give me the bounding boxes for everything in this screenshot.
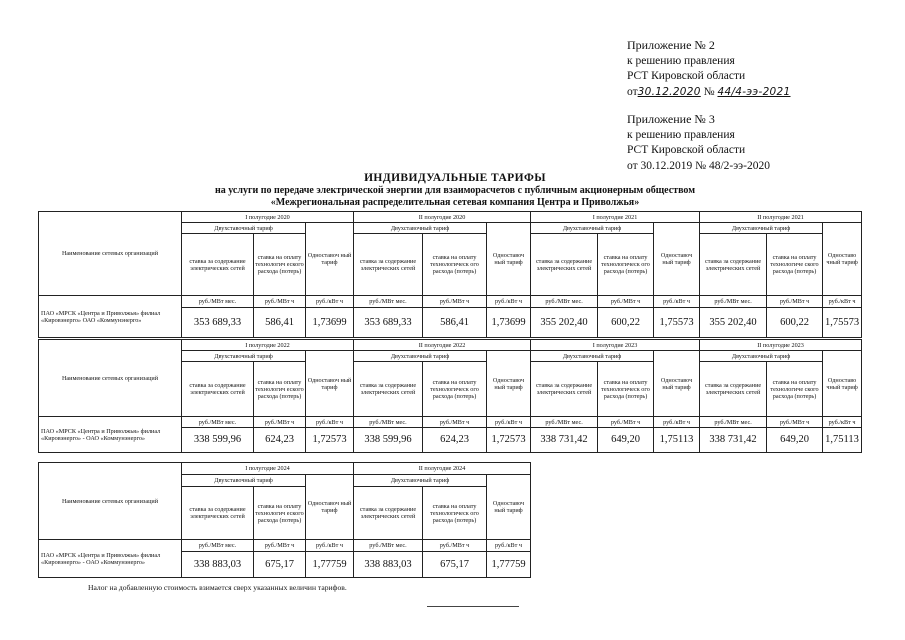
single-rate-header: Одноставоч ный тариф [306,223,354,296]
appendix-2-line3: РСТ Кировской области [627,70,746,82]
maintenance-rate-header: ставка за содержание электрических сетей [354,234,423,296]
unit: руб./МВт ч [767,296,823,308]
tariff-value: 1,75573 [823,308,862,338]
two-part-tariff-header: Двухставочный тариф [354,223,487,234]
two-part-tariff-header: Двухставочный тариф [182,351,306,362]
period-header: II полугодие 2020 [354,212,531,223]
period-header: II полугодие 2021 [700,212,862,223]
tariff-value: 1,75113 [823,428,862,453]
single-rate-header: Одноставоч ный тариф [654,223,700,296]
unit: руб./МВт ч [423,540,487,552]
unit: руб./МВт ч [254,417,306,428]
tariff-table-2024 [38,462,531,578]
period-header: II полугодие 2022 [354,340,531,351]
period-header: II полугодие 2024 [354,463,531,475]
appendix-2-block [627,38,791,100]
tariff-value: 624,23 [423,428,487,453]
losses-rate-header: ставка на оплату технологич еского расхода (потерь) [254,234,306,296]
appendix-2-number: 44/4-ээ-2021 [717,85,791,98]
unit: руб./МВт ч [254,296,306,308]
unit: руб./МВт мес. [182,540,254,552]
two-part-tariff-header: Двухставочный тариф [182,223,306,234]
losses-rate-header: ставка на оплату технологическ ого расхода (потерь) [423,362,487,417]
unit: руб./кВт ч [823,296,862,308]
tariff-value: 1,75113 [654,428,700,453]
two-part-tariff-header: Двухставочный тариф [182,475,306,487]
unit: руб./кВт ч [654,296,700,308]
losses-rate-header: ставка на оплату технологиче ского расхода (потерь) [767,362,823,417]
appendix-2-line2: к решению правления [627,54,735,67]
two-part-tariff-header: Двухставочный тариф [531,351,654,362]
losses-rate-header: ставка на оплату технологич еского расхода (потерь) [254,362,306,417]
tariff-value: 355 202,40 [700,308,767,338]
maintenance-rate-header: ставка за содержание электрических сетей [354,487,423,540]
tariff-table-2020-2021 [38,211,862,338]
losses-rate-header: ставка на оплату технологич еского расхода (потерь) [254,487,306,540]
period-header: I полугодие 2022 [182,340,354,351]
tariff-value: 338 731,42 [700,428,767,453]
tariff-value: 600,22 [767,308,823,338]
unit: руб./кВт ч [306,417,354,428]
tariff-table-2022-2023 [38,339,862,453]
period-header: I полугодие 2020 [182,212,354,223]
tariff-value: 338 731,42 [531,428,598,453]
appendix-2-line4 [627,85,791,101]
two-part-tariff-header: Двухставочный тариф [700,351,823,362]
tariff-value: 1,72573 [487,428,531,453]
tariff-value: 649,20 [598,428,654,453]
tariff-value: 1,77759 [487,552,531,578]
org-header: Наименование сетевых организаций [39,463,182,540]
maintenance-rate-header: ставка за содержание электрических сетей [700,362,767,417]
losses-rate-header: ставка на оплату технологическ ого расхода (потерь) [598,362,654,417]
unit: руб./МВт ч [423,417,487,428]
maintenance-rate-header: ставка за содержание электрических сетей [182,487,254,540]
maintenance-rate-header: ставка за содержание электрических сетей [531,234,598,296]
period-header: I полугодие 2021 [531,212,700,223]
maintenance-rate-header: ставка за содержание электрических сетей [354,362,423,417]
unit: руб./кВт ч [306,540,354,552]
appendix-3-line2: к решению правления [627,128,735,141]
losses-rate-header: ставка на оплату технологическ ого расхода (потерь) [598,234,654,296]
single-rate-header: Одноставоч ный тариф [487,475,531,540]
appendix-3-line4: от 30.12.2019 № 48/2-ээ-2020 [627,159,770,172]
single-rate-header: Одноставоч ный тариф [487,223,531,296]
period-header: II полугодие 2023 [700,340,862,351]
tariff-value: 649,20 [767,428,823,453]
unit: руб./МВт мес. [531,417,598,428]
tariff-value: 675,17 [423,552,487,578]
org-header: Наименование сетевых организаций [39,212,182,296]
unit: руб./МВт мес. [531,296,598,308]
single-rate-header: Одноставоч ный тариф [306,351,354,417]
single-rate-header: Одноставоч ный тариф [306,475,354,540]
unit: руб./МВт мес. [354,540,423,552]
tariff-value: 338 883,03 [354,552,423,578]
losses-rate-header: ставка на оплату технологическ ого расхода (потерь) [423,487,487,540]
maintenance-rate-header: ставка за содержание электрических сетей [182,362,254,417]
tariff-value: 1,73699 [487,308,531,338]
maintenance-rate-header: ставка за содержание электрических сетей [700,234,767,296]
unit: руб./МВт ч [598,296,654,308]
losses-rate-header: ставка на оплату технологиче ского расхода (потерь) [767,234,823,296]
appendix-2-date: 30.12.2020 [637,85,701,98]
tariff-value: 355 202,40 [531,308,598,338]
period-header: I полугодие 2024 [182,463,354,475]
tariff-value: 1,77759 [306,552,354,578]
unit: руб./МВт ч [423,296,487,308]
org-name: ПАО «МРСК «Центра и Приволжья» филиал «Кировэнерго» - ОАО «Коммунэнерго» [39,417,182,453]
tariff-value: 600,22 [598,308,654,338]
single-rate-header: Одноставо чный тариф [823,351,862,417]
unit: руб./кВт ч [654,417,700,428]
tariff-value: 353 689,33 [354,308,423,338]
maintenance-rate-header: ставка за содержание электрических сетей [182,234,254,296]
tariff-value: 586,41 [254,308,306,338]
org-header: Наименование сетевых организаций [39,340,182,417]
single-rate-header: Одноставоч ный тариф [654,351,700,417]
two-part-tariff-header: Двухставочный тариф [354,475,487,487]
losses-rate-header: ставка на оплату технологическ ого расхода (потерь) [423,234,487,296]
tariff-value: 624,23 [254,428,306,453]
unit: руб./МВт мес. [700,296,767,308]
two-part-tariff-header: Двухставочный тариф [354,351,487,362]
unit: руб./МВт мес. [182,296,254,308]
tariff-value: 338 599,96 [354,428,423,453]
document-subtitle-2: «Межрегиональная распределительная сетевая компания Центра и Приволжья» [270,197,640,208]
unit: руб./МВт мес. [354,417,423,428]
tariff-value: 1,73699 [306,308,354,338]
appendix-2-number-sign: № [703,85,715,98]
unit: руб./МВт мес. [700,417,767,428]
appendix-2-from: от [627,85,638,98]
tariff-value: 586,41 [423,308,487,338]
two-part-tariff-header: Двухставочный тариф [531,223,654,234]
single-rate-header: Одноставо чный тариф [823,223,862,296]
unit: руб./кВт ч [823,417,862,428]
tariff-value: 675,17 [254,552,306,578]
unit: руб./кВт ч [487,296,531,308]
closing-rule [427,606,519,607]
appendix-3-title: Приложение № 3 [627,112,715,126]
tariff-value: 353 689,33 [182,308,254,338]
unit: руб./МВт мес. [182,417,254,428]
vat-footnote: Налог на добавленную стоимость взимается сверх указанных величин тарифов. [88,583,347,592]
document-subtitle-1: на услуги по передаче электрической энергии для взаиморасчетов с публичным акционерным обществом [214,185,696,196]
unit: руб./МВт ч [598,417,654,428]
unit: руб./МВт ч [767,417,823,428]
tariff-value: 1,72573 [306,428,354,453]
document-title: ИНДИВИДУАЛЬНЫЕ ТАРИФЫ [364,172,546,184]
tariff-value: 338 599,96 [182,428,254,453]
single-rate-header: Одноставоч ный тариф [487,351,531,417]
unit: руб./МВт ч [254,540,306,552]
unit: руб./МВт мес. [354,296,423,308]
two-part-tariff-header: Двухставочный тариф [700,223,823,234]
unit: руб./кВт ч [306,296,354,308]
appendix-2-title: Приложение № 2 [627,38,715,52]
maintenance-rate-header: ставка за содержание электрических сетей [531,362,598,417]
unit: руб./кВт ч [487,540,531,552]
period-header: I полугодие 2023 [531,340,700,351]
tariff-value: 1,75573 [654,308,700,338]
tariff-value: 338 883,03 [182,552,254,578]
appendix-3-line3: РСТ Кировской области [627,144,746,156]
unit: руб./кВт ч [487,417,531,428]
appendix-3-block [627,112,770,174]
org-name: ПАО «МРСК «Центра и Приволжья» филиал «Кировэнерго» - ОАО «Коммунэнерго» [39,540,182,578]
org-name: ПАО «МРСК «Центра и Приволжья» филиал «Кировэнерго» ОАО «Коммунэнерго» [39,296,182,338]
